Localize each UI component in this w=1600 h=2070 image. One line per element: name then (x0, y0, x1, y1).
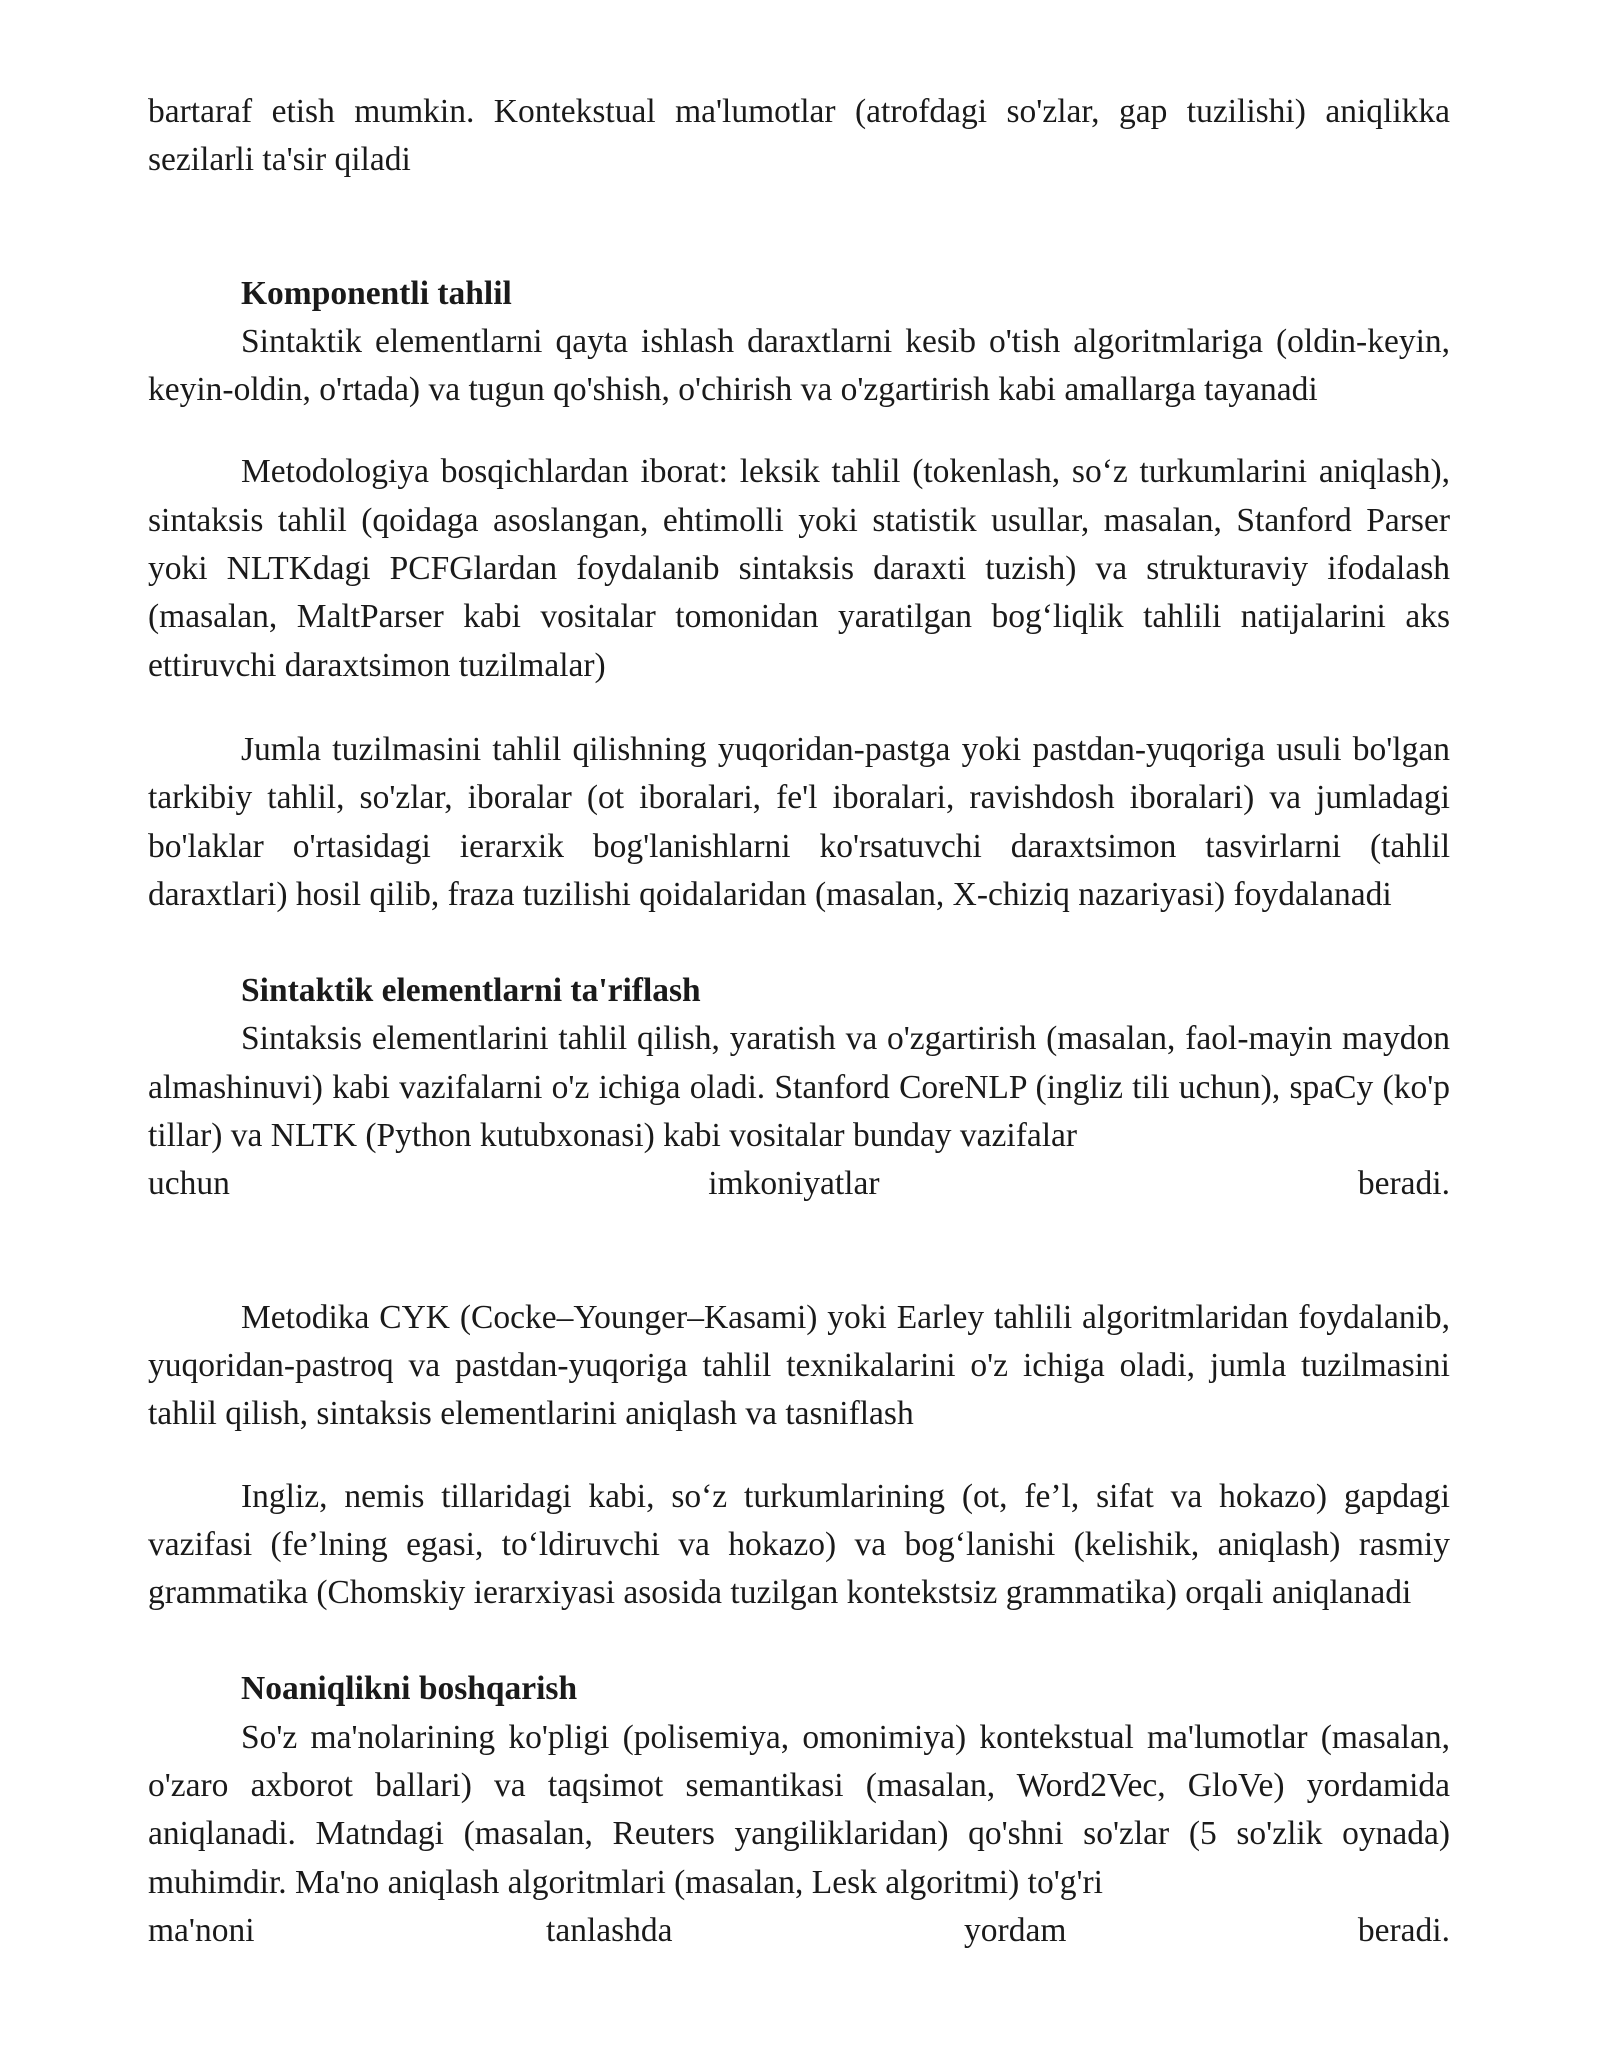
word: yordam (964, 1911, 1067, 1949)
word: imkoniyatlar (708, 1165, 880, 1203)
paragraph-component-2: Metodologiya bosqichlardan iborat: leksik tahlil (tokenlash, so‘z turkumlarini aniqlash), sintaksis tahlil (qoidaga asoslangan, ehtimolli yoki statistik usullar, masalan, Stanford Parser yoki NLTKdagi PCFGlardan foydalanib sintaksis daraxti tuzish) va strukturaviy ifodalash (masalan, MaltParser kabi vositalar tomonidan yaratilgan bog‘liqlik tahlili natijalarini aks ettiruvchi daraxtsimon tuzilmalar) (148, 453, 1450, 684)
paragraph-ambiguity-1: So'z ma'nolarining ko'pligi (polisemiya, omonimiya) kontekstual ma'lumotlar (masalan, o'zaro axborot ballari) va taqsimot semantikasi (masalan, Word2Vec, GloVe) yordamida aniqlanadi. Matndagi (masalan, Reuters yangiliklaridan) qo'shni so'zlar (5 so'zlik oynada) muhimdir. Ma'no aniqlash algoritmlari (masalan, Lesk algoritmi) to'g'ri (148, 1718, 1450, 1901)
paragraph-syntactic-1: Sintaksis elementlarini tahlil qilish, yaratish va o'zgartirish (masalan, faol-mayin maydon almashinuvi) kabi vazifalarni o'z ichiga oladi. Stanford CoreNLP (ingliz tili uchun), spaCy (ko'p tillar) va NLTK (Python kutubxonasi) kabi vositalar bunday vazifalar (148, 1020, 1450, 1155)
paragraph-syntactic-2: Metodika CYK (Cocke–Younger–Kasami) yoki Earley tahlili algoritmlaridan foydalanib, yuqoridan-pastroq va pastdan-yuqoriga tahlil texnikalarini o'z ichiga oladi, jumla tuzilmasini tahlil qilish, sintaksis elementlarini aniqlash va tasniflash (148, 1298, 1450, 1433)
paragraph-component-3: Jumla tuzilmasini tahlil qilishning yuqoridan-pastga yoki pastdan-yuqoriga usuli bo'lgan tarkibiy tahlil, so'zlar, iboralar (ot iboralari, fe'l iboralari, ravishdosh iboralari) va jumladagi bo'laklar o'rtasidagi ierarxik bog'lanishlarni ko'rsatuvchi daraxtsimon tasvirlarni (tahlil daraxtlari) hosil qilib, fraza tuzilishi qoidalaridan (masalan, X-chiziq nazariyasi) foydalanadi (148, 730, 1450, 913)
section-heading-component: Komponentli tahlil (241, 274, 512, 312)
word: beradi. (1357, 1911, 1450, 1949)
document-page (148, 88, 1450, 1955)
word: ma'noni (148, 1911, 255, 1949)
section-heading-syntactic: Sintaktik elementlarni ta'riflash (241, 972, 701, 1010)
word: tanlashda (546, 1911, 673, 1949)
section-heading-ambiguity: Noaniqlikni boshqarish (241, 1670, 578, 1708)
paragraph-syntactic-1-last-line (148, 1160, 1450, 1208)
paragraph-ambiguity-1-last-line (148, 1907, 1450, 1955)
continuation-paragraph: bartaraf etish mumkin. Kontekstual ma'lumotlar (atrofdagi so'zlar, gap tuzilishi) aniqlikka sezilarli ta'sir qiladi (148, 93, 1450, 179)
paragraph-syntactic-3: Ingliz, nemis tillaridagi kabi, so‘z turkumlarining (ot, fe’l, sifat va hokazo) gapdagi vazifasi (fe’lning egasi, to‘ldiruvchi va hokazo) va bog‘lanishi (kelishik, aniqlash) rasmiy grammatika (Chomskiy ierarxiyasi asosida tuzilgan kontekstsiz grammatika) orqali aniqlanadi (148, 1477, 1450, 1612)
word: beradi. (1357, 1165, 1450, 1203)
paragraph-component-1: Sintaktik elementlarni qayta ishlash daraxtlarni kesib o'tish algoritmlariga (oldin-keyin, keyin-oldin, o'rtada) va tugun qo'shish, o'chirish va o'zgartirish kabi amallarga tayanadi (148, 322, 1450, 409)
word: uchun (148, 1165, 230, 1203)
